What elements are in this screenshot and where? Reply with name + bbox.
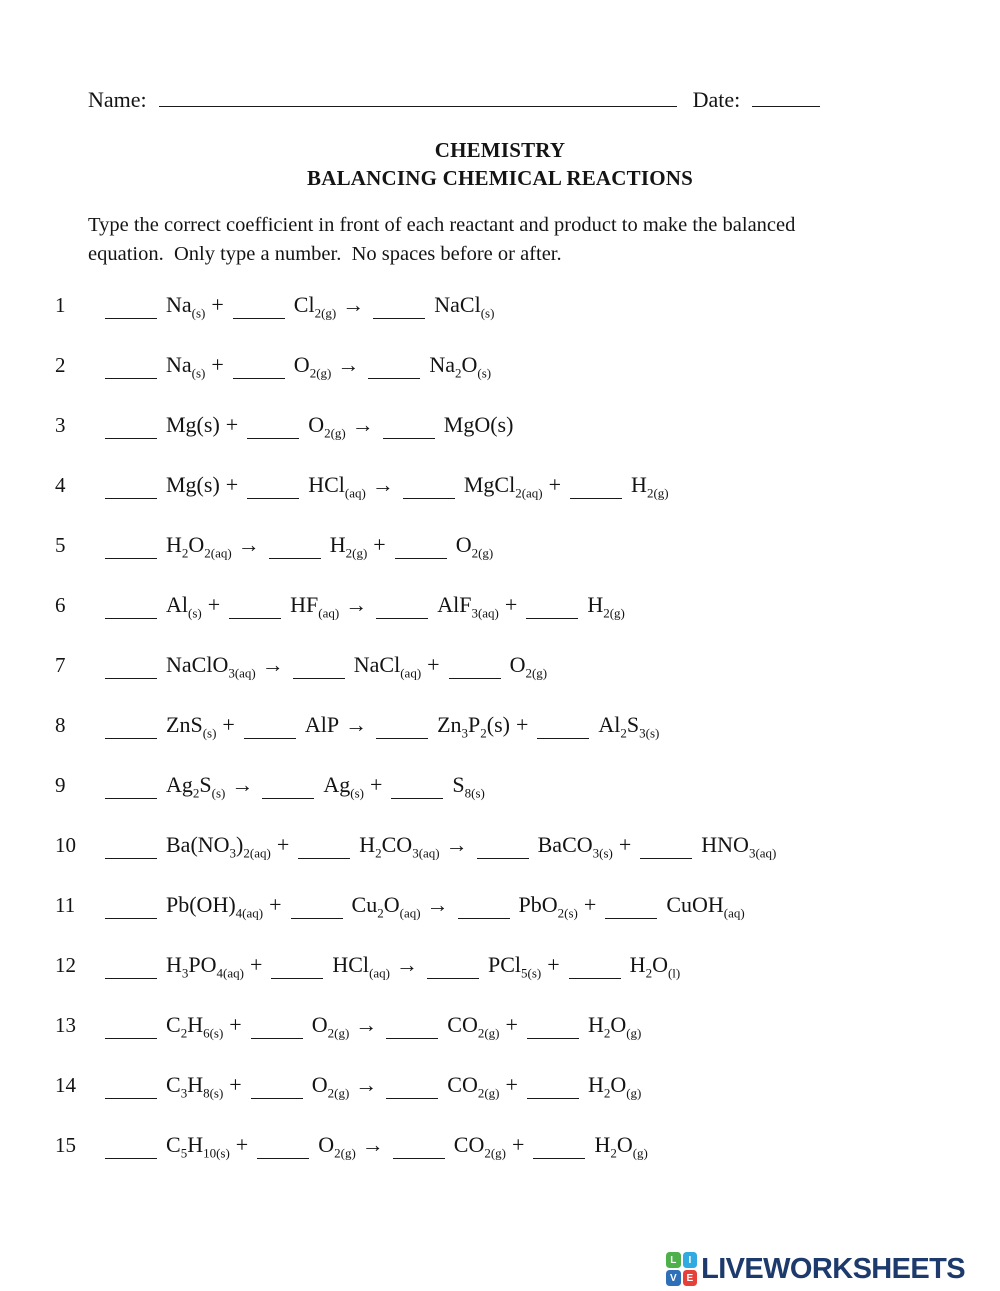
equation-row-2 bbox=[55, 335, 965, 395]
equation-row-10 bbox=[55, 815, 965, 875]
date-label: Date: bbox=[692, 87, 741, 112]
equation-body bbox=[105, 1132, 648, 1159]
plus-operator: + bbox=[229, 1011, 242, 1037]
coefficient-blank[interactable] bbox=[105, 1072, 157, 1099]
chemical-formula: $Na_2O_{(s)}$ bbox=[429, 351, 492, 380]
arrow-operator: → bbox=[345, 711, 368, 737]
coefficient-blank[interactable] bbox=[262, 772, 314, 799]
equation-body bbox=[105, 1012, 641, 1039]
equation-row-11 bbox=[55, 875, 965, 935]
coefficient-blank[interactable] bbox=[105, 592, 157, 619]
coefficient-blank[interactable] bbox=[383, 412, 435, 439]
liveworksheets-wordmark: LIVEWORKSHEETS bbox=[701, 1252, 965, 1285]
coefficient-blank[interactable] bbox=[105, 1012, 157, 1039]
chemical-formula: $C_5H_{10(s)}$ bbox=[166, 1131, 230, 1160]
chemical-formula: $O_{2(g)}$ bbox=[455, 531, 494, 560]
plus-operator: + bbox=[211, 351, 224, 377]
equation-number: 10 bbox=[55, 832, 76, 857]
plus-operator: + bbox=[276, 831, 290, 857]
chemical-formula: $H_3PO_{4(aq)}$ bbox=[166, 951, 244, 980]
coefficient-blank[interactable] bbox=[570, 472, 622, 499]
equation-row-3 bbox=[55, 395, 965, 455]
coefficient-blank[interactable] bbox=[376, 712, 428, 739]
equation-number: 1 bbox=[55, 292, 66, 317]
equation-number: 14 bbox=[55, 1072, 76, 1097]
chemical-formula: $O_{2(g)}$ bbox=[293, 351, 332, 380]
equation-body bbox=[105, 712, 659, 739]
chemical-formula: $H_2O_{2(aq)}$ bbox=[166, 531, 232, 560]
equation-body bbox=[105, 352, 491, 379]
equation-list bbox=[55, 275, 965, 1175]
chemical-formula: $O_{2(g)}$ bbox=[311, 1011, 350, 1040]
chemical-formula: $H_2O_{(l)}$ bbox=[629, 951, 681, 980]
equation-body bbox=[105, 1072, 641, 1099]
coefficient-blank[interactable] bbox=[105, 772, 157, 799]
equation-body bbox=[105, 772, 485, 799]
equation-row-13 bbox=[55, 995, 965, 1055]
coefficient-blank[interactable] bbox=[251, 1072, 303, 1099]
coefficient-blank[interactable] bbox=[233, 352, 285, 379]
coefficient-blank[interactable] bbox=[269, 532, 321, 559]
chemical-formula: $H_2CO_{3(aq)}$ bbox=[359, 831, 440, 860]
coefficient-blank[interactable] bbox=[477, 832, 529, 859]
chemical-formula: Mg(s) bbox=[166, 411, 220, 437]
coefficient-blank[interactable] bbox=[105, 712, 157, 739]
plus-operator: + bbox=[207, 591, 221, 617]
equation-number: 11 bbox=[55, 892, 76, 917]
chemical-formula: PCl$_{5(s)}$ bbox=[488, 951, 542, 980]
equation-number: 4 bbox=[55, 472, 66, 497]
equation-body bbox=[105, 532, 493, 559]
chemical-formula: $H_{2(g)}$ bbox=[631, 471, 669, 500]
equation-number: 8 bbox=[55, 712, 66, 737]
chemical-formula: $H_2O_{(g)}$ bbox=[594, 1131, 648, 1160]
plus-operator: + bbox=[427, 651, 440, 677]
liveworksheets-logo bbox=[666, 1252, 965, 1286]
instructions bbox=[88, 211, 898, 268]
equation-row-7 bbox=[55, 635, 965, 695]
equation-number: 6 bbox=[55, 592, 66, 617]
plus-operator: + bbox=[516, 711, 529, 737]
coefficient-blank[interactable] bbox=[298, 832, 350, 859]
plus-operator: + bbox=[225, 411, 239, 437]
chemical-formula: HCl$_{(aq)}$ bbox=[308, 471, 366, 500]
chemical-formula: CuOH$_{(aq)}$ bbox=[666, 891, 745, 920]
coefficient-blank[interactable] bbox=[393, 1132, 445, 1159]
coefficient-blank[interactable] bbox=[105, 952, 157, 979]
chemical-formula: AlP bbox=[304, 711, 340, 737]
equation-number: 15 bbox=[55, 1132, 76, 1157]
date-blank-line bbox=[752, 84, 820, 107]
coefficient-blank[interactable] bbox=[605, 892, 657, 919]
arrow-operator: → bbox=[261, 651, 284, 677]
coefficient-blank[interactable] bbox=[105, 352, 157, 379]
coefficient-blank[interactable] bbox=[458, 892, 510, 919]
coefficient-blank[interactable] bbox=[247, 412, 299, 439]
chemical-formula: $CO_{2(g)}$ bbox=[447, 1011, 500, 1040]
arrow-operator: → bbox=[445, 831, 468, 857]
equation-row-4 bbox=[55, 455, 965, 515]
chemical-formula: MgCl$_{2(aq)}$ bbox=[463, 471, 543, 500]
arrow-operator: → bbox=[426, 891, 449, 917]
coefficient-blank[interactable] bbox=[105, 472, 157, 499]
coefficient-blank[interactable] bbox=[105, 532, 157, 559]
arrow-operator: → bbox=[355, 1071, 378, 1097]
equation-body bbox=[105, 292, 494, 319]
chemical-formula: ZnS$_{(s)}$ bbox=[166, 711, 217, 740]
coefficient-blank[interactable] bbox=[537, 712, 589, 739]
coefficient-blank[interactable] bbox=[247, 472, 299, 499]
equation-body bbox=[105, 592, 625, 619]
chemical-formula: $H_2O_{(g)}$ bbox=[587, 1011, 642, 1040]
chemical-formula: $O_{2(g)}$ bbox=[311, 1071, 350, 1100]
chemical-formula: MgO(s) bbox=[443, 411, 514, 437]
coefficient-blank[interactable] bbox=[105, 292, 157, 319]
plus-operator: + bbox=[373, 531, 386, 557]
equation-row-15 bbox=[55, 1115, 965, 1175]
name-date-row bbox=[88, 84, 820, 113]
coefficient-blank[interactable] bbox=[527, 1072, 579, 1099]
coefficient-blank[interactable] bbox=[368, 352, 420, 379]
equation-body bbox=[105, 952, 680, 979]
plus-operator: + bbox=[512, 1131, 525, 1157]
arrow-operator: → bbox=[396, 951, 418, 977]
title-line-1: CHEMISTRY bbox=[434, 138, 566, 162]
chemical-formula: $H_2O_{(g)}$ bbox=[587, 1071, 642, 1100]
equation-row-12 bbox=[55, 935, 965, 995]
chemical-formula: $H_{2(g)}$ bbox=[587, 591, 625, 620]
chemical-formula: $Ba(NO_3)_{2(aq)}$ bbox=[166, 831, 271, 860]
chemical-formula: $Al_{(s)}$ bbox=[166, 591, 202, 620]
liveworksheets-icon bbox=[666, 1252, 697, 1286]
chemical-formula: $O_{2(g)}$ bbox=[318, 1131, 356, 1160]
arrow-operator: → bbox=[351, 411, 374, 437]
coefficient-blank[interactable] bbox=[391, 772, 443, 799]
coefficient-blank[interactable] bbox=[403, 472, 455, 499]
chemical-formula: $O_{2(g)}$ bbox=[509, 651, 548, 680]
coefficient-blank[interactable] bbox=[105, 412, 157, 439]
plus-operator: + bbox=[229, 1071, 242, 1097]
plus-operator: + bbox=[548, 471, 562, 497]
plus-operator: + bbox=[504, 591, 518, 617]
coefficient-blank[interactable] bbox=[449, 652, 501, 679]
arrow-operator: → bbox=[342, 291, 365, 317]
coefficient-blank[interactable] bbox=[533, 1132, 585, 1159]
equation-row-1 bbox=[55, 275, 965, 335]
coefficient-blank[interactable] bbox=[291, 892, 343, 919]
plus-operator: + bbox=[618, 831, 632, 857]
coefficient-blank[interactable] bbox=[386, 1012, 438, 1039]
coefficient-blank[interactable] bbox=[271, 952, 323, 979]
chemical-formula: $CO_{2(g)}$ bbox=[447, 1071, 500, 1100]
coefficient-blank[interactable] bbox=[105, 1132, 157, 1159]
plus-operator: + bbox=[505, 1071, 518, 1097]
coefficient-blank[interactable] bbox=[105, 892, 157, 919]
plus-operator: + bbox=[369, 771, 383, 797]
plus-operator: + bbox=[225, 471, 239, 497]
icon-square-e: E bbox=[683, 1270, 698, 1286]
equation-body bbox=[105, 892, 745, 919]
coefficient-blank[interactable] bbox=[395, 532, 447, 559]
equation-number: 7 bbox=[55, 652, 66, 677]
equation-number: 5 bbox=[55, 532, 66, 557]
equation-number: 3 bbox=[55, 412, 66, 437]
equation-number: 9 bbox=[55, 772, 66, 797]
chemical-formula: NaClO$_{3(aq)}$ bbox=[166, 651, 256, 680]
plus-operator: + bbox=[249, 951, 263, 977]
plus-operator: + bbox=[269, 891, 282, 917]
equation-row-9 bbox=[55, 755, 965, 815]
chemical-formula: $C_3H_{8(s)}$ bbox=[166, 1071, 224, 1100]
coefficient-blank[interactable] bbox=[376, 592, 428, 619]
chemical-formula: $Cl_{2(g)}$ bbox=[293, 291, 337, 320]
instructions-line-1: Type the correct coefficient in front of each reactant and product to make the balanced bbox=[88, 214, 796, 236]
coefficient-blank[interactable] bbox=[569, 952, 621, 979]
chemical-formula: $Al_2S_{3(s)}$ bbox=[598, 711, 660, 740]
chemical-formula: AlF$_{3(aq)}$ bbox=[437, 591, 499, 620]
name-label: Name: bbox=[88, 87, 147, 112]
plus-operator: + bbox=[235, 1131, 249, 1157]
icon-square-v: V bbox=[666, 1270, 681, 1286]
chemical-formula: NaCl$_{(aq)}$ bbox=[353, 651, 422, 680]
arrow-operator: → bbox=[237, 531, 260, 557]
instructions-line-2: equation. Only type a number. No spaces before or after. bbox=[88, 242, 562, 265]
chemical-formula: $S_{8(s)}$ bbox=[452, 771, 485, 800]
equation-number: 13 bbox=[55, 1012, 76, 1037]
name-blank-line bbox=[159, 84, 677, 107]
arrow-operator: → bbox=[371, 471, 394, 497]
title-line-2: BALANCING CHEMICAL REACTIONS bbox=[307, 166, 693, 190]
chemical-formula: $Na_{(s)}$ bbox=[166, 291, 206, 320]
coefficient-blank[interactable] bbox=[251, 1012, 303, 1039]
coefficient-blank[interactable] bbox=[244, 712, 296, 739]
chemical-formula: $Cu_2O_{(aq)}$ bbox=[351, 891, 421, 920]
chemical-formula: $O_{2(g)}$ bbox=[308, 411, 346, 440]
chemical-formula: $Na_{(s)}$ bbox=[166, 351, 206, 380]
chemical-formula: $Ag_2S_{(s)}$ bbox=[166, 771, 226, 800]
coefficient-blank[interactable] bbox=[427, 952, 479, 979]
arrow-operator: → bbox=[231, 771, 254, 797]
chemical-formula: $CO_{2(g)}$ bbox=[453, 1131, 507, 1160]
coefficient-blank[interactable] bbox=[105, 652, 157, 679]
coefficient-blank[interactable] bbox=[257, 1132, 309, 1159]
coefficient-blank[interactable] bbox=[373, 292, 425, 319]
coefficient-blank[interactable] bbox=[105, 832, 157, 859]
coefficient-blank[interactable] bbox=[293, 652, 345, 679]
equation-row-6 bbox=[55, 575, 965, 635]
equation-body bbox=[105, 472, 669, 499]
icon-square-l: L bbox=[666, 1252, 681, 1268]
coefficient-blank[interactable] bbox=[526, 592, 578, 619]
plus-operator: + bbox=[547, 951, 560, 977]
equation-row-14 bbox=[55, 1055, 965, 1115]
chemical-formula: $Pb(OH)_{4(aq)}$ bbox=[166, 891, 264, 920]
coefficient-blank[interactable] bbox=[386, 1072, 438, 1099]
plus-operator: + bbox=[583, 891, 597, 917]
coefficient-blank[interactable] bbox=[233, 292, 285, 319]
chemical-formula: Mg(s) bbox=[166, 471, 220, 497]
chemical-formula: PbO$_{2(s)}$ bbox=[518, 891, 578, 920]
plus-operator: + bbox=[211, 291, 224, 317]
chemical-formula: $Ag_{(s)}$ bbox=[323, 771, 364, 800]
chemical-formula: NaCl$_{(s)}$ bbox=[434, 291, 495, 320]
chemical-formula: HCl$_{(aq)}$ bbox=[332, 951, 390, 980]
equation-body bbox=[105, 832, 776, 859]
equation-number: 12 bbox=[55, 952, 76, 977]
arrow-operator: → bbox=[355, 1011, 378, 1037]
arrow-operator: → bbox=[337, 351, 360, 377]
worksheet-title bbox=[0, 136, 1000, 192]
arrow-operator: → bbox=[361, 1131, 384, 1157]
equation-row-8 bbox=[55, 695, 965, 755]
chemical-formula: $Zn_3P_2(s)$ bbox=[437, 711, 510, 740]
plus-operator: + bbox=[505, 1011, 518, 1037]
chemical-formula: $H_{2(g)}$ bbox=[329, 531, 368, 560]
chemical-formula: $HF_{(aq)}$ bbox=[290, 591, 340, 620]
equation-row-5 bbox=[55, 515, 965, 575]
arrow-operator: → bbox=[345, 591, 368, 617]
equation-number: 2 bbox=[55, 352, 66, 377]
coefficient-blank[interactable] bbox=[640, 832, 692, 859]
chemical-formula: $HNO_{3(aq)}$ bbox=[701, 831, 777, 860]
chemical-formula: BaCO$_{3(s)}$ bbox=[537, 831, 613, 860]
equation-body bbox=[105, 652, 547, 679]
plus-operator: + bbox=[222, 711, 235, 737]
coefficient-blank[interactable] bbox=[527, 1012, 579, 1039]
coefficient-blank[interactable] bbox=[229, 592, 281, 619]
chemical-formula: $C_2H_{6(s)}$ bbox=[166, 1011, 224, 1040]
icon-square-i: I bbox=[683, 1252, 698, 1268]
equation-body bbox=[105, 412, 513, 439]
